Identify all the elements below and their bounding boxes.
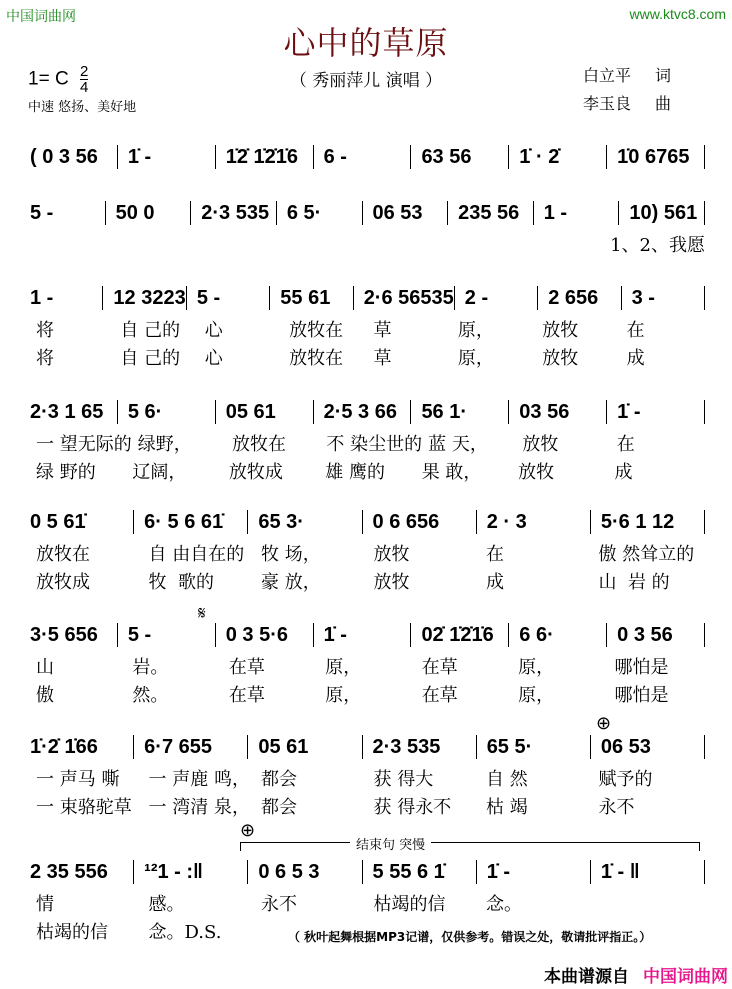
measure: ¹²1 - :‖ (134, 860, 248, 884)
lyric-syllables: 原， (518, 657, 555, 678)
lyric-syllables (358, 232, 440, 260)
lyric-syllables (112, 232, 194, 260)
measure: 0 6 5 3 (248, 860, 362, 884)
lyric-syllables: 绿野， (137, 434, 192, 455)
lyrics-verse-1 (30, 541, 705, 569)
composer: 李玉良 (583, 94, 632, 113)
credits (583, 62, 671, 118)
lyrics-verse-2 (30, 794, 705, 822)
lyrics-verse-1 (30, 317, 705, 345)
segno-icon: 𝄋 (198, 603, 206, 624)
measure: 0 3 56 (607, 623, 705, 647)
lyric-syllables: 雄 鹰的 (325, 462, 385, 483)
ending-bracket (240, 842, 700, 851)
lyric-syllables: 枯 竭 (486, 797, 528, 818)
lyric-syllables: 自 然 (486, 769, 528, 790)
tempo-marking: 中速 悠扬、美好地 (28, 100, 137, 115)
lyric-syllables: 成 (486, 572, 504, 593)
notes-row (30, 859, 705, 885)
time-top: 2 (79, 63, 89, 80)
notes-row (30, 399, 705, 425)
lyric-syllables: 枯竭的信 (36, 922, 108, 943)
lyric-syllables: 一 湾清 泉， (148, 797, 250, 818)
measure: 65 5· (477, 735, 591, 759)
notes-row (30, 622, 705, 648)
lyric-syllables: 不 染尘世的 (326, 434, 423, 455)
measure: 2·6 56535 (354, 286, 455, 310)
score-line (30, 200, 705, 260)
measure: 3·5 656 (30, 623, 118, 647)
lyric-syllables: 在 (626, 320, 645, 341)
lyric-syllables: 枯竭的信 (373, 894, 446, 915)
lyric-syllables: 将 (36, 320, 54, 341)
lyric-syllables: 一 望无际的 (36, 434, 132, 455)
measure: 5 6· (118, 400, 216, 424)
measure: 10) 561 (619, 201, 705, 225)
time-bottom: 4 (79, 79, 89, 96)
lyrics-verse-2 (30, 345, 705, 373)
measure: 12 3223 (103, 286, 186, 310)
lyric-syllables: 放牧 (518, 462, 555, 483)
lyrics-verse-2 (30, 682, 705, 710)
time-signature (80, 64, 88, 95)
transcription-note: （ 秋叶起舞根据MP3记谱，仅供参考。错误之处，敬请批评指正。） (288, 930, 652, 944)
lyric-syllables: 牧 歌的 (148, 572, 214, 593)
score-line (30, 622, 705, 710)
lyric-syllables: 在 (486, 544, 504, 565)
lyric-syllables: 感。 (148, 894, 185, 915)
lyric-syllables: 在 (616, 434, 635, 455)
footer-source: 本曲谱源自 (544, 967, 629, 987)
site-logo-left[interactable]: 中国词曲网 (6, 9, 76, 25)
lyric-syllables: 将 (36, 348, 54, 369)
lyric-syllables: 原， (325, 657, 362, 678)
measure: 0 6 656 (363, 510, 477, 534)
measure: 1̇ - (477, 860, 591, 884)
singer: （ 秀丽萍儿 演唱 ） (289, 71, 443, 91)
lyric-syllables: 傲 (36, 685, 54, 706)
notes-row (30, 200, 705, 226)
measure: 1̇ - (314, 623, 412, 647)
measure: 56 1· (411, 400, 509, 424)
measure: 05 61 (248, 735, 362, 759)
song-title: 心中的草原 (283, 24, 449, 62)
lyric-syllables: 自 由自在的 (148, 544, 245, 565)
lyric-syllables: 豪 放， (261, 572, 321, 593)
measure: 1̇ - (118, 145, 216, 169)
lyric-syllables: 傲 然耸立的 (598, 544, 695, 565)
lyric-syllables: 原， (325, 685, 362, 706)
measure: 2·3 535 (363, 735, 477, 759)
lyric-syllables: 放牧成 (36, 572, 90, 593)
lyric-syllables: 获 得大 (373, 769, 434, 790)
measure: 0 3 5·6 (216, 623, 314, 647)
score-line (30, 734, 705, 822)
lyric-syllables: 情 (36, 894, 54, 915)
lyrics-verse-2 (30, 459, 705, 487)
measure: 06 53 (363, 201, 449, 225)
measure: 1̇·2̇ 1̇66 (30, 735, 134, 759)
measure: 5 - (30, 201, 106, 225)
lyrics-verse-1 (30, 654, 705, 682)
measure: 2 656 (538, 286, 621, 310)
ending-label: 结束句 突慢 (350, 834, 431, 853)
lyric-syllables: 念。 (486, 894, 522, 915)
lyric-syllables: 哪怕是 (614, 685, 669, 706)
lyric-syllables: 哪怕是 (614, 657, 669, 678)
measure: 06 53 (591, 735, 705, 759)
measure: 50 0 (106, 201, 192, 225)
lyric-syllables: 放牧 (542, 320, 579, 341)
notes-row (30, 509, 705, 535)
measure: 1̇2̇ 1̇2̇1̇6 (216, 145, 314, 169)
lyric-syllables: 果 敢， (421, 462, 482, 483)
lyric-syllables: 一 声马 嘶 (36, 769, 120, 790)
measure: 2·3 535 (191, 201, 277, 225)
measure: 1̇ - ‖ (591, 860, 705, 884)
lyric-syllables: 辽阔， (132, 462, 187, 483)
measure: 1̇ · 2̇ (509, 145, 607, 169)
lyric-syllables: 山 (36, 657, 54, 678)
lyric-syllables (30, 232, 112, 260)
lyric-syllables: 在草 (421, 685, 458, 706)
measure: 03 56 (509, 400, 607, 424)
lyrics-verse-1 (30, 766, 705, 794)
measure: 02̇ 1̇2̇1̇6 (411, 623, 509, 647)
lyric-syllables: 1、2、我愿 (610, 235, 706, 256)
key-signature (28, 64, 88, 95)
measure: 63 56 (411, 145, 509, 169)
measure: 235 56 (448, 201, 534, 225)
notes-row (30, 144, 705, 170)
lyric-syllables: 牧 场， (261, 544, 321, 565)
measure: 05 61 (216, 400, 314, 424)
lyric-syllables (276, 232, 358, 260)
lyric-syllables: 蓝 天， (428, 434, 488, 455)
lyric-syllables: 都会 (261, 797, 297, 818)
measure: 2 - (455, 286, 538, 310)
lyric-syllables: 永不 (598, 797, 635, 818)
footer (544, 962, 728, 987)
measure: 5 - (187, 286, 270, 310)
measure: 1 - (30, 286, 103, 310)
notes-row (30, 285, 705, 311)
lyric-syllables: 永不 (261, 894, 297, 915)
lyric-syllables: 在草 (228, 685, 265, 706)
footer-site-link[interactable]: 中国词曲网 (643, 967, 728, 987)
lyric-syllables: 原， (457, 348, 494, 369)
lyric-syllables: 放牧成 (228, 462, 283, 483)
lyric-syllables (440, 232, 522, 260)
score-line (30, 399, 705, 487)
measure: 2·5 3 66 (314, 400, 412, 424)
lyric-syllables: 放牧在 (36, 544, 90, 565)
coda-icon: ⊕ (240, 820, 256, 841)
lyrics-verse-1 (30, 431, 705, 459)
notes-row (30, 734, 705, 760)
measure: 1̇0 6765 (607, 145, 705, 169)
lyric-syllables: 草 (373, 320, 392, 341)
lyric-syllables: 心 (204, 320, 223, 341)
key: 1= C (28, 68, 69, 90)
lyric-syllables: 心 (204, 348, 223, 369)
lyrics-verse-2 (30, 569, 705, 597)
lyric-syllables: 原， (457, 320, 494, 341)
lyrics-verse-1 (30, 891, 705, 919)
lyric-syllables: 在草 (228, 657, 265, 678)
lyric-syllables: 原， (518, 685, 555, 706)
composer-role: 曲 (655, 94, 672, 113)
lyric-syllables: 放牧在 (289, 320, 344, 341)
lyric-syllables: 放牧在 (289, 348, 344, 369)
lyricist: 白立平 (583, 66, 632, 85)
lyric-syllables: 赋予的 (598, 769, 653, 790)
lyric-syllables: 一 束骆驼草 (36, 797, 132, 818)
measure: 1 - (534, 201, 620, 225)
measure: 5 - (118, 623, 216, 647)
measure: 2 · 3 (477, 510, 591, 534)
lyric-syllables: 放牧 (522, 434, 559, 455)
lyric-syllables: 成 (614, 462, 633, 483)
measure: 55 61 (270, 286, 353, 310)
measure: 6· 5 6 61̇ (134, 510, 248, 534)
lyric-syllables: 草 (373, 348, 392, 369)
measure: ( 0 3 56 (30, 145, 118, 169)
measure: 5 55 6 1̇ (363, 860, 477, 884)
lyricist-role: 词 (655, 66, 672, 85)
score-line (30, 144, 705, 170)
lyric-syllables: 自 己的 (120, 320, 181, 341)
site-url[interactable]: www.ktvc8.com (629, 6, 726, 22)
measure: 6 5· (277, 201, 363, 225)
lyric-syllables: 岩。 (132, 657, 169, 678)
lyric-syllables (522, 232, 604, 260)
lyric-syllables: 念。D.S. (148, 922, 222, 943)
measure: 6 - (314, 145, 412, 169)
measure: 65 3· (248, 510, 362, 534)
measure: 2·3 1 65 (30, 400, 118, 424)
lyric-syllables: 在草 (421, 657, 458, 678)
lyric-syllables: 自 己的 (120, 348, 181, 369)
lyrics-verse-1 (30, 232, 705, 260)
lyric-syllables: 放牧在 (232, 434, 287, 455)
lyric-syllables: 成 (626, 348, 645, 369)
lyric-syllables: 获 得永不 (373, 797, 452, 818)
measure: 6 6· (509, 623, 607, 647)
lyric-syllables: 山 岩 的 (598, 572, 670, 593)
lyric-syllables (194, 232, 276, 260)
measure: 3 - (622, 286, 705, 310)
measure: 6·7 655 (134, 735, 248, 759)
lyric-syllables (593, 891, 706, 919)
measure: 2 35 556 (30, 860, 134, 884)
score-line (30, 285, 705, 373)
coda-icon: ⊕ (596, 713, 612, 734)
lyric-syllables: 绿 野的 (36, 462, 96, 483)
measure: 1̇ - (607, 400, 705, 424)
lyric-syllables: 放牧 (373, 572, 410, 593)
measure: 0 5 61̇ (30, 510, 134, 534)
lyric-syllables: 都会 (261, 769, 297, 790)
lyric-syllables: 放牧 (542, 348, 579, 369)
score-line (30, 509, 705, 597)
lyric-syllables: 一 声鹿 鸣， (148, 769, 250, 790)
lyric-syllables: 然。 (132, 685, 169, 706)
lyric-syllables: 放牧 (373, 544, 410, 565)
measure: 5·6 1 12 (591, 510, 705, 534)
